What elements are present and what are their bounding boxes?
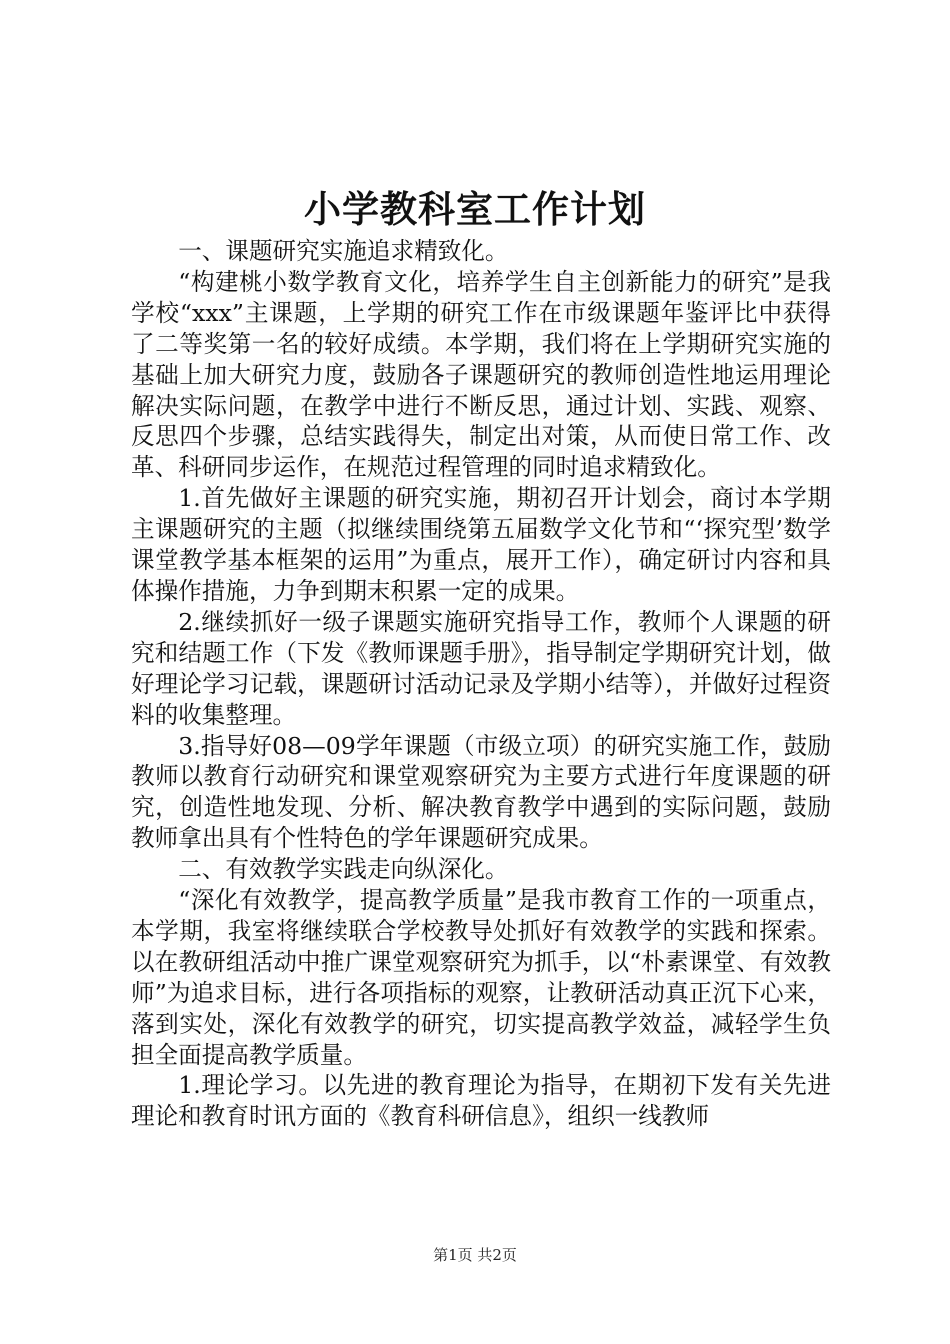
list-item: 2.继续抓好一级子课题实施研究指导工作，教师个人课题的研究和结题工作（下发《教师课题手册》，指导制定学期研究计划，做好理论学习记载，课题研讨活动记录及学期小结等），并做好过程资料的收集整理。 [131,607,831,729]
document-title: 小学教科室工作计划 [304,187,646,231]
list-item: 3.指导好08—09学年课题（市级立项）的研究实施工作，鼓励教师以教育行动研究和课堂观察研究为主要方式进行年度课题的研究，创造性地发现、分析、解决教育教学中遇到的实际问题，鼓励教师拿出具有个性特色的学年课题研究成果。 [131,731,831,853]
section-heading: 一、课题研究实施追求精致化。 [178,237,509,265]
section-heading: 二、有效教学实践走向纵深化。 [178,855,509,884]
paragraph: “深化有效教学，提高教学质量”是我市教育工作的一项重点，本学期，我室将继续联合学校教导处抓好有效教学的实践和探索。以在教研组活动中推广课堂观察研究为抓手，以“朴素课堂、有效教师”为追求目标，进行各项指标的观察，让教研活动真正沉下心来，落到实处，深化有效教学的研究，切实提高教学效益，减轻学生负担全面提高教学质量。 [131,886,831,1069]
paragraph: “构建桃小数学教育文化，培养学生自主创新能力的研究”是我学校“xxx”主课题，上学期的研究工作在市级课题年鉴评比中获得了二等奖第一名的较好成绩。本学期，我们将在上学期研究实施的基础上加大研究力度，鼓励各子课题研究的教师创造性地运用理论解决实际问题，在教学中进行不断反思，通过计划、实践、观察、反思四个步骤，总结实践得失，制定出对策，从而使日常工作、改革、科研同步运作，在规范过程管理的同时追求精致化。 [131,267,831,482]
list-item: 1.首先做好主课题的研究实施，期初召开计划会，商讨本学期主课题研究的主题（拟继续围绕第五届数学文化节和“‘探究型’数学课堂教学基本框架的运用”为重点，展开工作），确定研讨内容和具体操作措施，力争到期末积累一定的成果。 [131,484,831,605]
list-item: 1.理论学习。以先进的教育理论为指导，在期初下发有关先进理论和教育时讯方面的《教育科研信息》，组织一线教师 [131,1071,831,1131]
document-body [131,236,831,1132]
page-footer: 第1页 共2页 [433,1246,517,1264]
